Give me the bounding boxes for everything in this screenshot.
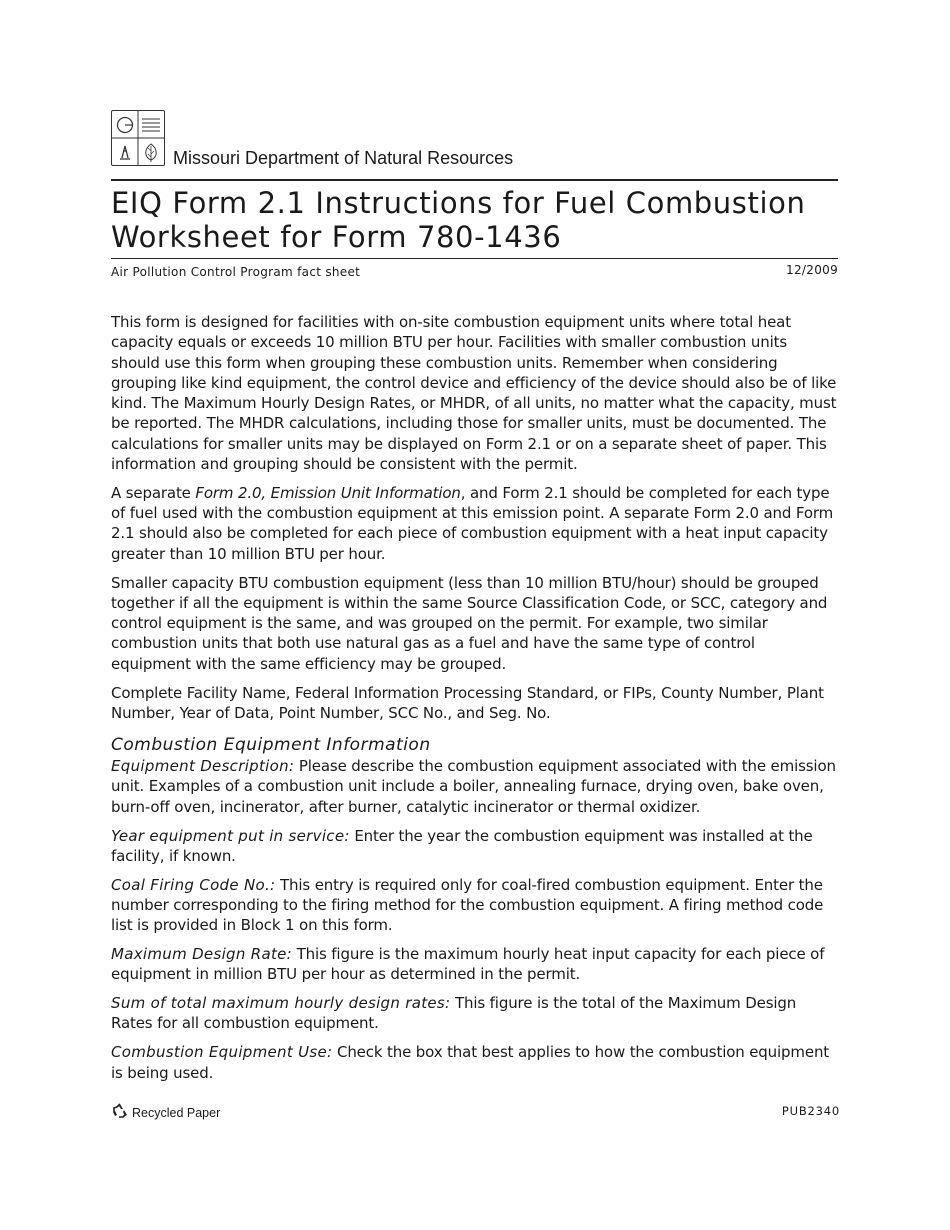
form-reference: Form 2.0, Emission Unit Information — [195, 483, 461, 502]
item-label: Year equipment put in service: — [111, 826, 350, 845]
item-label: Equipment Description: — [111, 757, 295, 776]
title-line-1: EIQ Form 2.1 Instructions for Fuel Combustion — [111, 186, 806, 220]
title-line-2: Worksheet for Form 780-1436 — [111, 220, 562, 254]
item-text: Enter the year the combustion equipment was installed at the facility, if known. — [111, 826, 813, 865]
paragraph-4: Complete Facility Name, Federal Information Processing Standard, or FIPs, County Number, Plant Number, Year of Data, Point Number, SCC No., and Seg. No. — [111, 683, 824, 722]
item-label: Sum of total maximum hourly design rates: — [111, 994, 451, 1013]
publication-date: 12/2009 — [786, 263, 838, 277]
item-text: This figure is the total of the Maximum Design Rates for all combustion equipment. — [111, 994, 797, 1033]
item-label: Combustion Equipment Use: — [111, 1043, 333, 1062]
paragraph-1: This form is designed for facilities with on-site combustion equipment units where total heat capacity equals or exceeds 10 million BTU per hour. Facilities with smaller combustion units should use this form when grouping these combustion units. Remember when considering grouping like kind equipment, the control device and efficiency of the device should also be of like kind. The Maximum Hourly Design Rates, or MHDR, of all units, no matter what the capacity, must be reported. The MHDR calculations, including those for smaller units, must be documented. The calculations for smaller units may be displayed on Form 2.1 or on a separate sheet of paper. This information and grouping should be consistent with the permit. — [111, 313, 837, 474]
header-rule — [111, 179, 838, 181]
paragraph-2 — [111, 483, 838, 564]
item-label: Coal Firing Code No.: — [111, 875, 276, 894]
paragraph-2-start: A separate — [111, 483, 196, 502]
paragraph-3: Smaller capacity BTU combustion equipment (less than 10 million BTU/hour) should be grouped together if all the equipment is within the same Source Classification Code, or SCC, category and control equipment is the same, and was grouped on the permit. For example, two similar combustion units that both use natural gas as a fuel and have the same type of control equipment with the same efficiency may be grouped. — [111, 573, 828, 673]
document-body — [111, 312, 838, 1083]
item-text: Please describe the combustion equipment associated with the emission unit. Examples of a combustion unit include a boiler, annealing furnace, drying oven, bake oven, burn-off oven, incinerator, after burner, catalytic incinerator or thermal oxidizer. — [111, 757, 836, 816]
item-maximum-design-rate — [111, 944, 838, 985]
document-title — [111, 186, 838, 254]
document-page — [111, 110, 838, 1091]
paragraph-2-end: , and Form 2.1 should be completed for each type of fuel used with the combustion equipment at this emission point. A separate Form 2.0 and Form 2.1 should also be completed for each piece of combustion equipment with a heat input capacity greater than 10 million BTU per hour. — [111, 483, 834, 563]
item-text: Check the box that best applies to how the combustion equipment is being used. — [111, 1043, 830, 1082]
fact-sheet-type: Air Pollution Control Program fact sheet — [111, 265, 361, 279]
item-sum-design-rates — [111, 993, 838, 1034]
item-text: This figure is the maximum hourly heat input capacity for each piece of equipment in million BTU per hour as determined in the permit. — [111, 945, 825, 984]
item-year-in-service — [111, 826, 838, 867]
recycle-icon — [111, 1102, 129, 1123]
fact-sheet-row — [111, 259, 838, 283]
recycled-paper-note — [111, 1102, 220, 1123]
item-coal-firing-code — [111, 875, 838, 936]
item-text: This entry is required only for coal-fired combustion equipment. Enter the number corresponding to the firing method for the combustion equipment. A firing method code list is provided in Block 1 on this form. — [111, 875, 824, 935]
section-heading: Combustion Equipment Information — [111, 735, 431, 756]
letterhead — [111, 110, 838, 172]
dnr-logo — [111, 110, 165, 166]
recycled-label: Recycled Paper — [132, 1105, 221, 1120]
publication-number: PUB2340 — [781, 1104, 840, 1118]
agency-name: Missouri Department of Natural Resources — [173, 148, 514, 168]
item-equipment-description — [111, 756, 838, 817]
item-label: Maximum Design Rate: — [111, 945, 293, 964]
item-equipment-use — [111, 1042, 838, 1083]
